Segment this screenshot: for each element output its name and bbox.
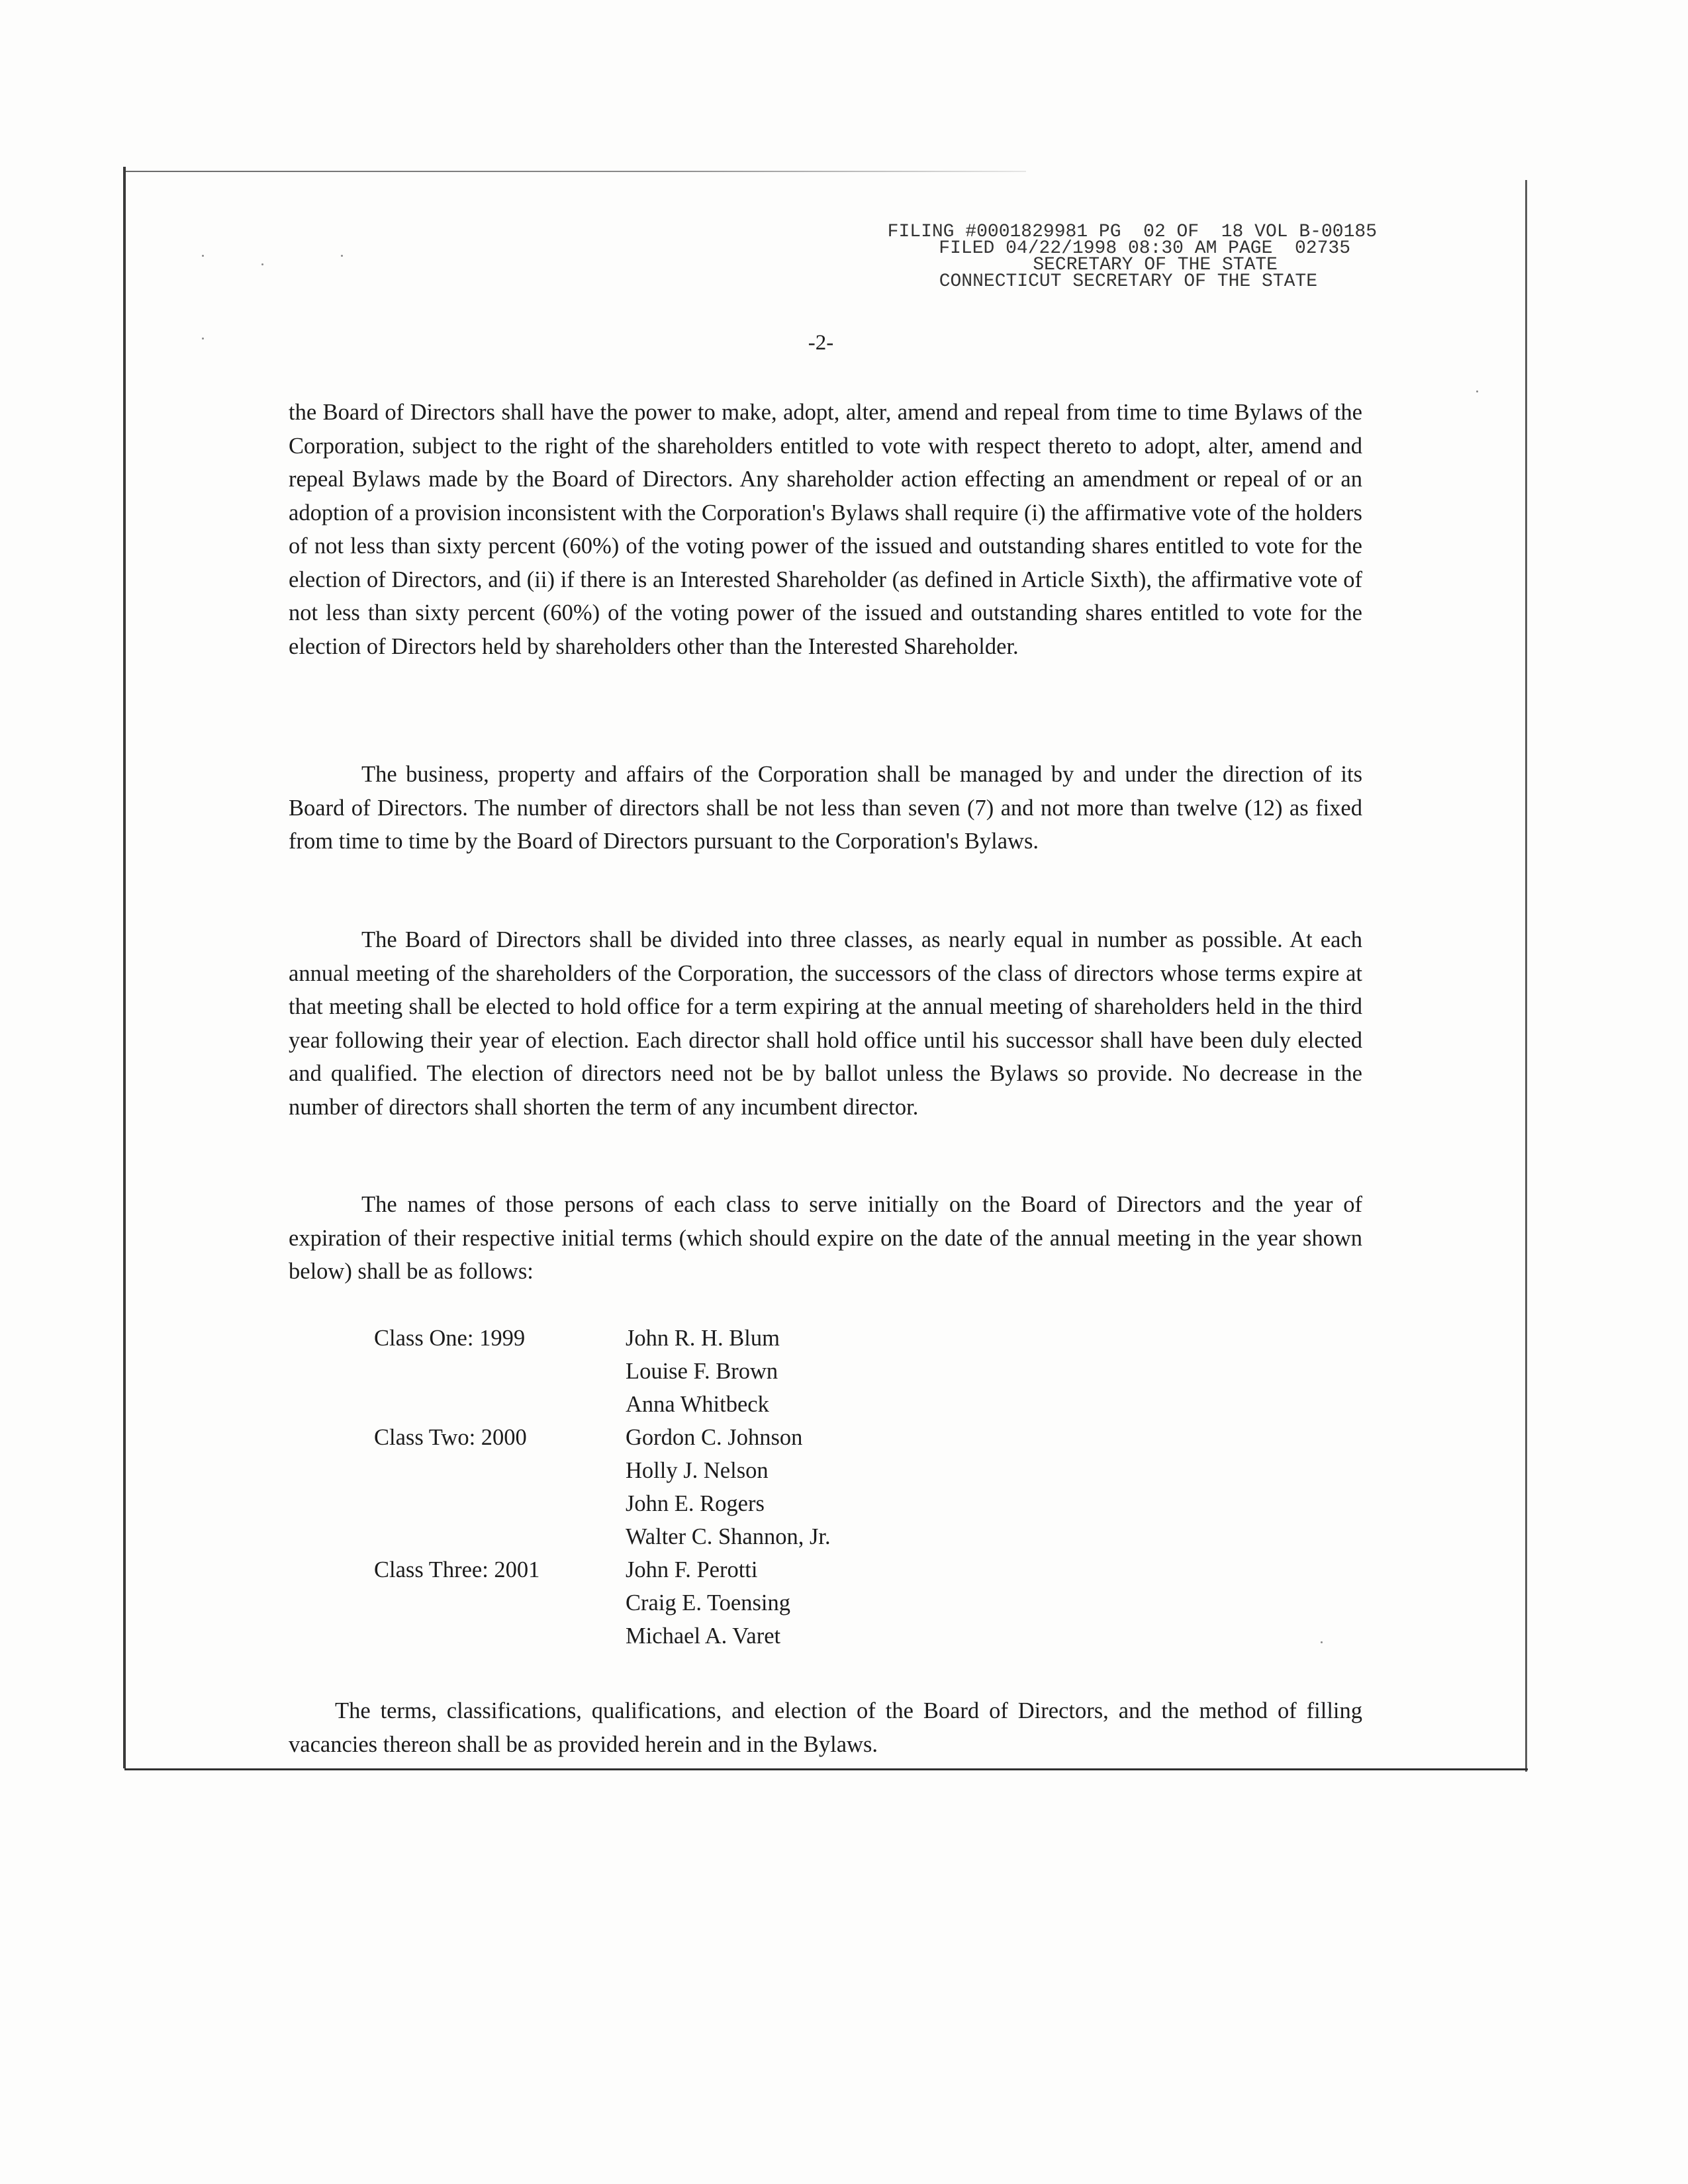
director-class-group [374, 1322, 831, 1421]
director-name: Michael A. Varet [626, 1623, 781, 1649]
director-name: Walter C. Shannon, Jr. [626, 1524, 831, 1549]
scan-speck [1476, 390, 1478, 392]
scan-border-top [126, 171, 1026, 172]
paragraph-bylaws: the Board of Directors shall have the power to make, adopt, alter, amend and repeal from time to time Bylaws of the Corporation, subject to the right of the shareholders entitled to vote with respect thereto to adopt, alter, amend and repeal Bylaws made by the Board of Directors. Any shareholder action effecting an amendment or repeal of or an adoption of a provision inconsistent with the Corporation's Bylaws shall require (i) the affirmative vote of the holders of not less than sixty percent (60%) of the voting power of the issued and outstanding shares entitled to vote for the election of Directors, and (ii) if there is an Interested Shareholder (as defined in Article Sixth), the affirmative vote of not less than sixty percent (60%) of the voting power of the issued and outstanding shares entitled to vote for the election of Directors held by shareholders other than the Interested Shareholder. [289, 400, 1362, 659]
paragraph-board-classes: The Board of Directors shall be divided into three classes, as nearly equal in number as possible. At each annual meeting of the shareholders of the Corporation, the successors of the class of directors whose terms expire at that meeting shall be elected to hold office for a term expiring at the annual meeting of shareholders held in the third year following their year of election. Each director shall hold office until his successor shall have been duly elected and qualified. The election of directors need not be by ballot unless the Bylaws so provide. No decrease in the number of directors shall shorten the term of any incumbent director. [289, 927, 1362, 1120]
scan-speck [202, 255, 204, 257]
class-label: Class Three: 2001 [374, 1557, 540, 1582]
scan-border-right [1525, 180, 1527, 1772]
scan-speck [341, 255, 343, 257]
director-name: Craig E. Toensing [626, 1590, 790, 1615]
class-label: Class One: 1999 [374, 1326, 526, 1351]
class-names [626, 1421, 831, 1553]
director-class-group [374, 1553, 831, 1653]
filing-stamp-line: SECRETARY OF THE STATE [1033, 255, 1278, 275]
filing-stamp-line: CONNECTICUT SECRETARY OF THE STATE [939, 271, 1317, 292]
director-name: Louise F. Brown [626, 1359, 778, 1384]
class-label: Class Two: 2000 [374, 1425, 527, 1450]
paragraph-management: The business, property and affairs of the Corporation shall be managed by and under the direction of its Board of Directors. The number of directors shall be not less than seven (7) and not more than twelve (12) as fixed from time to time by the Board of Directors pursuant to the Corporation's Bylaws. [289, 762, 1362, 854]
scan-speck [261, 263, 263, 265]
scan-speck [202, 338, 204, 340]
paragraph-terms: The terms, classifications, qualifications, and election of the Board of Directors, and the method of filling vacancies thereon shall be as provided herein and in the Bylaws. [289, 1698, 1362, 1757]
director-name: Holly J. Nelson [626, 1458, 769, 1483]
director-name: John E. Rogers [626, 1491, 765, 1516]
filing-stamp-line: FILING #0001829981 PG 02 OF 18 VOL B-00185 [887, 222, 1377, 242]
director-name: John F. Perotti [626, 1557, 758, 1582]
director-name: Gordon C. Johnson [626, 1425, 803, 1450]
filing-stamp [755, 224, 1377, 290]
scan-speck [1321, 1641, 1323, 1643]
class-names [626, 1322, 831, 1421]
scan-border-left [123, 167, 126, 1768]
director-name: John R. H. Blum [626, 1326, 780, 1351]
director-class-list [374, 1322, 831, 1653]
director-class-group [374, 1421, 831, 1553]
scan-border-bottom [124, 1768, 1528, 1770]
page-number: -2- [808, 331, 834, 355]
filing-stamp-line: FILED 04/22/1998 08:30 AM PAGE 02735 [939, 238, 1350, 259]
paragraph-initial-directors: The names of those persons of each class to serve initially on the Board of Directors and the year of expiration of their respective initial terms (which should expire on the date of the annual meeting in the year shown below) shall be as follows: [289, 1192, 1362, 1284]
director-name: Anna Whitbeck [626, 1392, 769, 1417]
class-names [626, 1553, 831, 1653]
